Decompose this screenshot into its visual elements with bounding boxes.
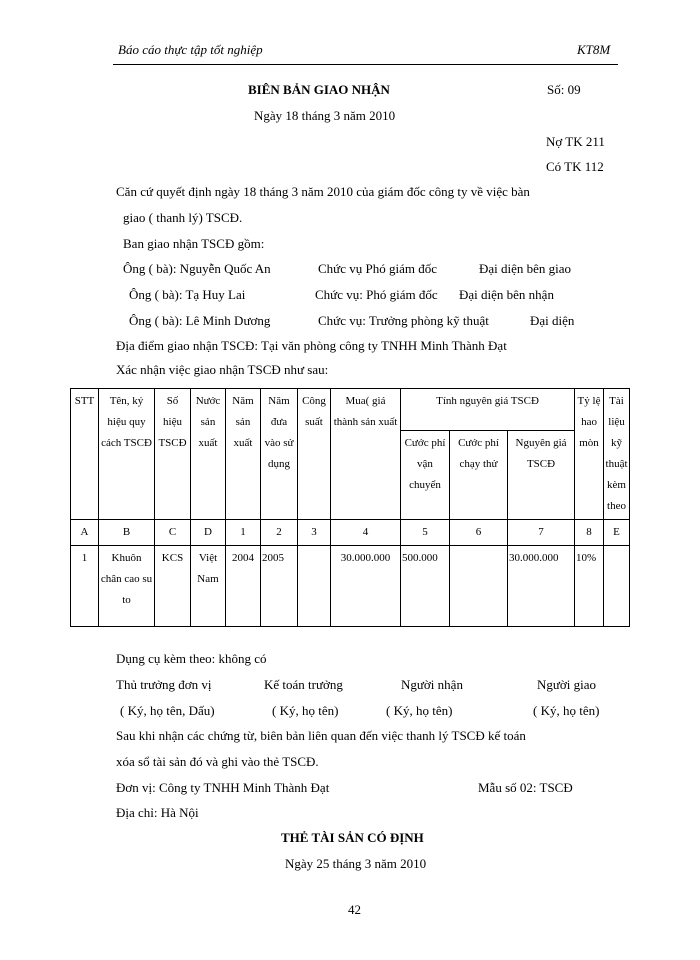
signer-label: Người giao <box>537 677 597 692</box>
page-number: 42 <box>348 902 361 917</box>
code-cell: 1 <box>226 520 261 546</box>
header-capacity: Công suất <box>298 389 331 520</box>
header-stt: STT <box>71 389 99 520</box>
row-stt: 1 <box>71 546 99 627</box>
header-shipping: Cước phí vận chuyển <box>401 431 450 520</box>
row-rate: 10% <box>575 546 604 627</box>
card-date: Ngày 25 tháng 3 năm 2010 <box>285 856 427 871</box>
asset-table <box>70 388 630 627</box>
body-line-1: Căn cứ quyết định ngày 18 tháng 3 năm 2010 của giám đốc công ty về việc bàn <box>116 184 530 199</box>
header-left: Báo cáo thực tập tốt nghiệp <box>118 42 263 57</box>
code-cell: A <box>71 520 99 546</box>
row-country: Việt Nam <box>191 546 226 627</box>
table-header-row <box>71 389 630 431</box>
row-name: Khuôn chân cao su to <box>99 546 155 627</box>
code-cell: 8 <box>575 520 604 546</box>
header-cost: Nguyên giá TSCĐ <box>508 431 575 520</box>
sign-note: ( Ký, họ tên) <box>272 703 339 718</box>
header-docs: Tài liệu kỹ thuật kèm theo <box>604 389 630 520</box>
body-line-2: giao ( thanh lý) TSCĐ. <box>123 210 243 225</box>
table-row <box>71 546 630 627</box>
sign-note: ( Ký, họ tên, Dấu) <box>120 703 215 718</box>
header-year: Năm sản xuất <box>226 389 261 520</box>
note-line-1: Sau khi nhận các chứng từ, biên bản liên quan đến việc thanh lý TSCĐ kế toán <box>116 728 526 743</box>
member-role: Chức vụ Phó giám đốc <box>318 261 437 276</box>
sign-note: ( Ký, họ tên) <box>386 703 453 718</box>
code-cell: 6 <box>450 520 508 546</box>
unit-line: Đơn vị: Công ty TNHH Minh Thành Đạt <box>116 780 330 795</box>
card-title: THẺ TÀI SẢN CÓ ĐỊNH <box>281 830 424 845</box>
header-rate: Tỷ lệ hao mòn <box>575 389 604 520</box>
header-number: Số hiệu TSCĐ <box>155 389 191 520</box>
code-cell: 2 <box>261 520 298 546</box>
row-number: KCS <box>155 546 191 627</box>
code-cell: D <box>191 520 226 546</box>
header-country: Nước sản xuất <box>191 389 226 520</box>
body-line-3: Ban giao nhận TSCĐ gồm: <box>123 236 265 251</box>
debit-account: Nợ TK 211 <box>546 134 605 149</box>
member-role: Chức vụ: Phó giám đốc <box>315 287 438 302</box>
member-name: Ông ( bà): Tạ Huy Lai <box>129 287 246 302</box>
member-name: Ông ( bà): Lê Minh Dương <box>129 313 271 328</box>
member-rep: Đại diện bên giao <box>479 261 572 276</box>
member-role: Chức vụ: Trưởng phòng kỹ thuật <box>318 313 489 328</box>
row-capacity <box>298 546 331 627</box>
member-name: Ông ( bà): Nguyễn Quốc An <box>123 261 271 276</box>
code-cell: E <box>604 520 630 546</box>
code-cell: 4 <box>331 520 401 546</box>
tools-line: Dụng cụ kèm theo: không có <box>116 651 267 666</box>
location-line: Địa điểm giao nhận TSCĐ: Tại văn phòng công ty TNHH Minh Thành Đạt <box>116 338 507 353</box>
confirm-line: Xác nhận việc giao nhận TSCĐ như sau: <box>116 362 329 377</box>
signer-label: Kế toán trưởng <box>264 677 343 692</box>
row-shipping: 500.000 <box>401 546 450 627</box>
note-line-2: xóa sổ tài sản đó và ghi vào thẻ TSCĐ. <box>116 754 319 769</box>
header-use-year: Năm đưa vào sử dụng <box>261 389 298 520</box>
row-docs <box>604 546 630 627</box>
row-use-year: 2005 <box>261 546 298 627</box>
row-cost: 30.000.000 <box>508 546 575 627</box>
sign-note: ( Ký, họ tên) <box>533 703 600 718</box>
signer-label: Thủ trưởng đơn vị <box>116 677 212 692</box>
code-cell: 7 <box>508 520 575 546</box>
member-rep: Đại diện <box>530 313 575 328</box>
header-name: Tên, ký hiệu quy cách TSCĐ <box>99 389 155 520</box>
code-cell: 3 <box>298 520 331 546</box>
row-price: 30.000.000 <box>331 546 401 627</box>
document-date: Ngày 18 tháng 3 năm 2010 <box>254 108 396 123</box>
table-code-row <box>71 520 630 546</box>
address-line: Địa chỉ: Hà Nội <box>116 805 199 820</box>
credit-account: Có TK 112 <box>546 159 604 174</box>
document-title: BIÊN BẢN GIAO NHẬN <box>248 82 390 97</box>
header-price: Mua( giá thành sản xuất <box>331 389 401 520</box>
header-trial: Cước phí chạy thử <box>450 431 508 520</box>
form-number: Mẫu số 02: TSCĐ <box>478 780 573 795</box>
signer-label: Người nhận <box>401 677 463 692</box>
code-cell: 5 <box>401 520 450 546</box>
document-number: Số: 09 <box>547 82 581 97</box>
header-rule <box>113 64 618 65</box>
code-cell: C <box>155 520 191 546</box>
header-right: KT8M <box>577 42 611 57</box>
row-trial <box>450 546 508 627</box>
member-rep: Đại diện bên nhận <box>459 287 554 302</box>
header-cost-group: Tính nguyên giá TSCĐ <box>401 389 575 431</box>
row-year: 2004 <box>226 546 261 627</box>
code-cell: B <box>99 520 155 546</box>
